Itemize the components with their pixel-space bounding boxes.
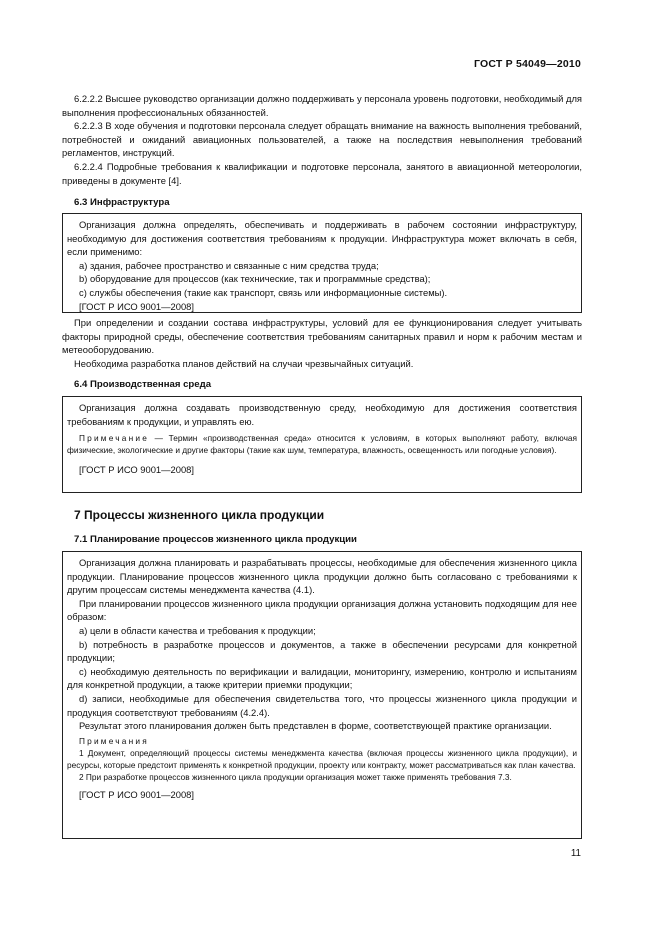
list-item: с) службы обеспечения (такие как транспорт, связь или информационные системы). [79,286,448,298]
heading-6-4: 6.4 Производственная среда [74,379,212,390]
quote-box-work-environment [62,396,582,493]
paragraph-6-2-2-4: 6.2.2.4 Подробные требования к квалификации и подготовке персонала, занятого в авиационной метеорологии, приведены в документе [4]. [62,160,582,186]
box-text: Организация должна создавать производственную среду, необходимую для достижения соответствия требованиям к продукции, и управлять ею. [67,402,577,427]
list-item: а) цели в области качества и требования к продукции; [79,624,316,636]
standard-reference: [ГОСТ Р ИСО 9001—2008] [79,788,194,800]
standard-reference: [ГОСТ Р ИСО 9001—2008] [79,300,194,312]
note-label: Примечание [79,433,150,444]
quote-box-infrastructure [62,213,582,313]
paragraph-6-2-2-3: 6.2.2.3 В ходе обучения и подготовки персонала следует обращать внимание на важность выполнения требований, потребностей и ожиданий авиационных пользователей, а также на последствия невыполнения требований регламентов, инструкций. [62,120,582,159]
box-intro-text: Организация должна определять, обеспечивать и поддерживать в рабочем состоянии инфраструктуру, необходимую для достижения соответствия требованиям к продукции. Инфраструктура может включать в себя, если применимо: [67,219,577,258]
paragraph-emergency-plans: Необходима разработка планов действий на случаи чрезвычайных ситуаций. [74,357,414,369]
paragraph-infra-conditions: При определении и создании состава инфраструктуры, условий для ее функционирования следует учитывать факторы природной среды, обеспечение соответствия требованиям санитарных правил и норм к рабочим местам и метеооборудованию. [62,317,582,356]
box-paragraph-3: Результат этого планирования должен быть представлен в форме, соответствующей практике организации. [79,720,552,732]
note-text: — Термин «производственная среда» относится к условиям, в которых выполняют работу, включая физические, экологические и другие факторы (такие как шум, температура, влажность, освещенность или погодные условия). [67,433,577,456]
heading-section-7: 7 Процессы жизненного цикла продукции [74,508,325,522]
list-item: b) потребность в разработке процессов и документов, а также в обеспечении ресурсами для конкретной продукции; [67,638,577,664]
section-6-2-2 [62,92,582,187]
box-paragraph-1: Организация должна планировать и разрабатывать процессы, необходимые для обеспечения жизненного цикла продукции. Планирование процессов жизненного цикла продукции должно быть согласовано с требованиями к другим процессам системы менеджмента качества (4.1). [67,557,577,596]
heading-7-1: 7.1 Планирование процессов жизненного цикла продукции [74,534,357,545]
notes-label: Примечания [79,735,149,746]
page-number: 11 [570,848,581,859]
list-item: d) записи, необходимые для обеспечения свидетельства того, что процессы жизненного цикла продукции и продукция соответствуют требованиям (4.2.4). [67,692,577,718]
list-item: а) здания, рабочее пространство и связанные с ним средства труда; [79,259,379,271]
note-1: 1 Документ, определяющий процессы системы менеджмента качества (включая процессы жизненного цикла продукции), и ресурсы, которые предстоит применять к конкретной продукции, проекту или контракту, может рассматриваться как план качества. [67,747,577,771]
heading-6-3: 6.3 Инфраструктура [74,197,170,208]
document-id: ГОСТ Р 54049—2010 [473,58,581,70]
list-item: с) необходимую деятельность по верификации и валидации, мониторингу, измерению, контролю и испытаниям для конкретной продукции, а также критерии приемки продукции; [67,665,577,691]
list-item: b) оборудование для процессов (как технические, так и программные средства); [79,273,431,285]
quote-box-planning [62,551,582,839]
note [63,432,581,456]
note-2: 2 При разработке процессов жизненного цикла продукции организация может также применять требования 7.3. [79,772,512,783]
paragraph-6-2-2-2: 6.2.2.2 Высшее руководство организации должно поддерживать у персонала уровень подготовки, необходимый для выполнения профессиональных обязанностей. [62,93,582,118]
standard-reference: [ГОСТ Р ИСО 9001—2008] [79,463,194,475]
box-paragraph-2: При планировании процессов жизненного цикла продукции организация должна установить подходящим для нее образом: [67,597,577,623]
